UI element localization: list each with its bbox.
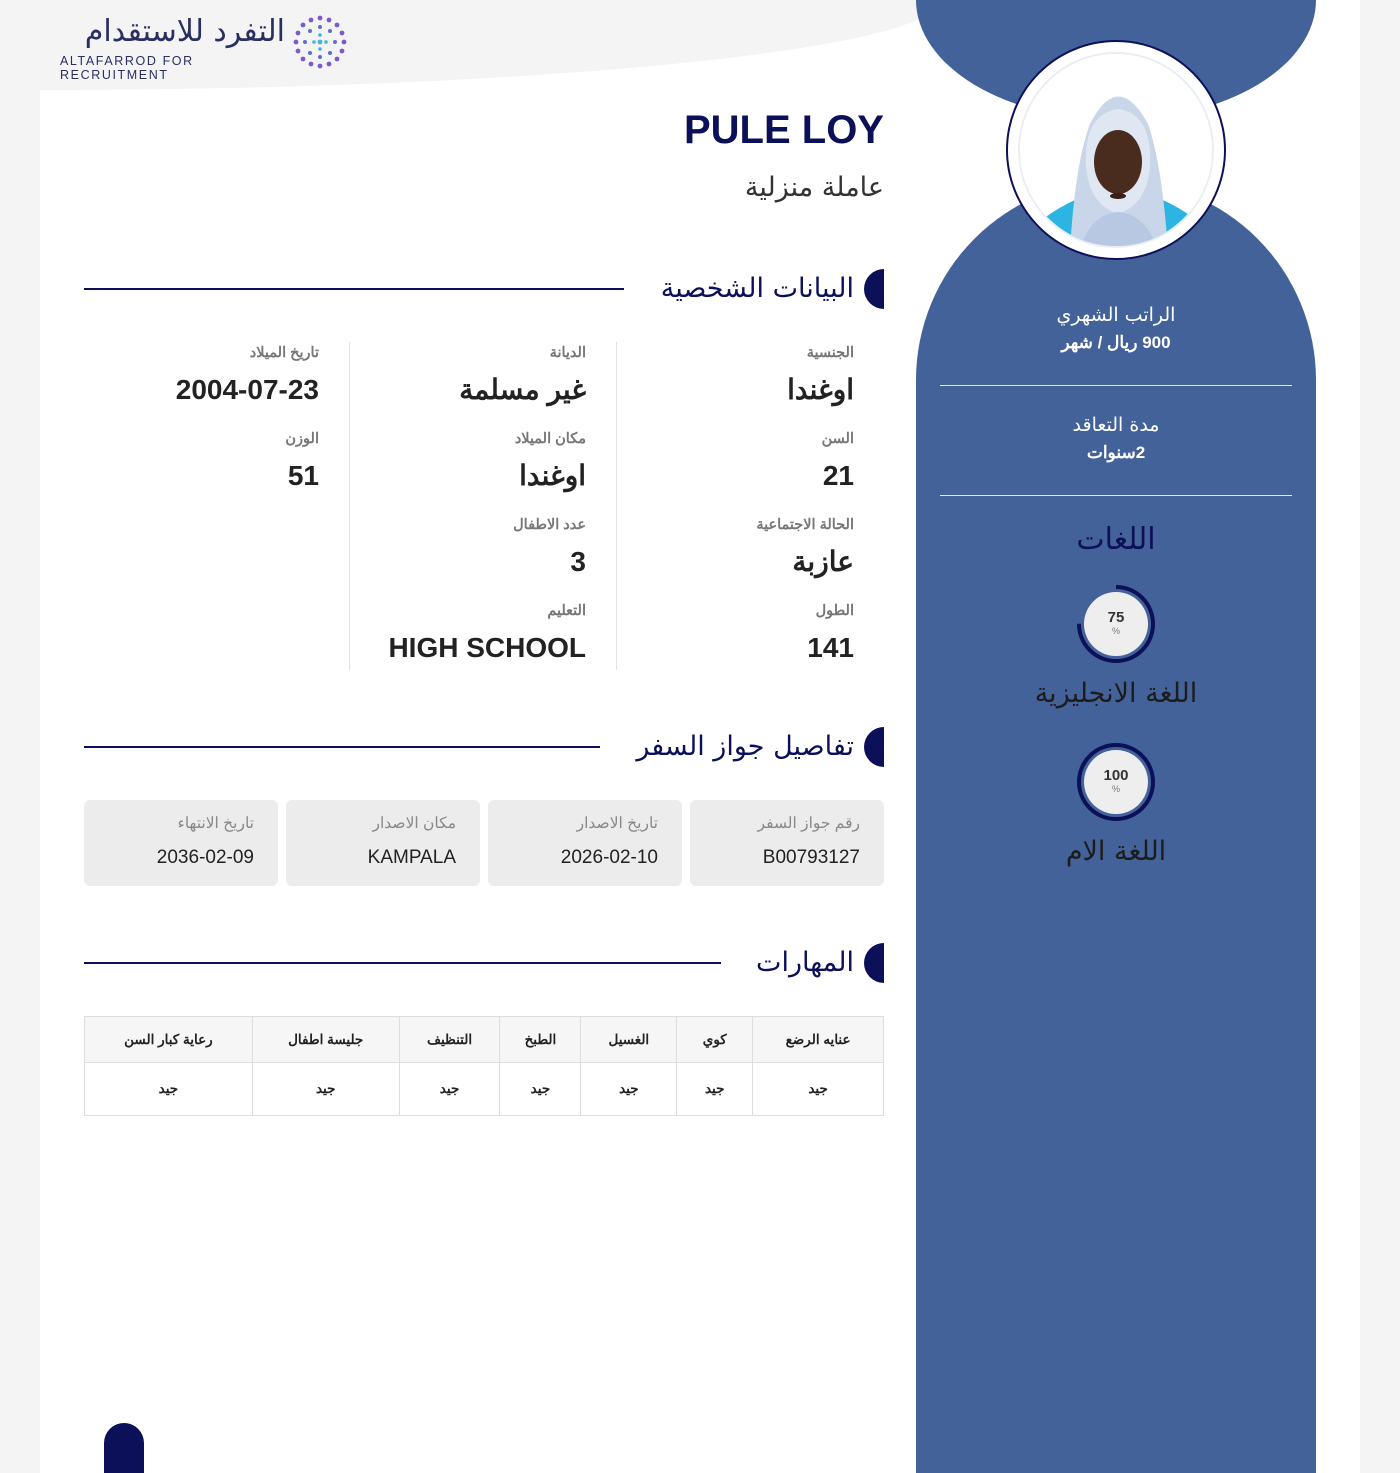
field-label: السن	[821, 431, 854, 447]
section-tab	[864, 269, 884, 309]
salary-value: 900 ريال / شهر	[1061, 333, 1171, 352]
field-value: اوغندا	[787, 374, 854, 405]
footer-tab	[104, 1423, 144, 1473]
card-value: KAMPALA	[367, 847, 456, 868]
personal-grid	[84, 342, 884, 670]
field-education	[350, 600, 586, 670]
table-cell: جيد	[500, 1063, 581, 1116]
field-religion	[350, 342, 586, 412]
table-header-cell: رعاية كبار السن	[85, 1017, 253, 1063]
section-title: البيانات الشخصية	[660, 273, 854, 304]
gauge-unit: %	[1111, 784, 1120, 794]
field-nationality	[618, 342, 854, 412]
table-cell: جيد	[581, 1063, 677, 1116]
table-cell: جيد	[677, 1063, 753, 1116]
logo-dots-icon	[292, 14, 348, 70]
field-value: 141	[807, 632, 854, 663]
field-age	[618, 428, 854, 498]
section-header-passport	[84, 727, 884, 767]
field-value: 51	[287, 460, 319, 491]
field-weight	[83, 428, 319, 498]
sidebar	[916, 0, 1316, 1473]
card-label: رقم جواز السفر	[757, 815, 860, 832]
passport-card	[84, 800, 278, 886]
field-label: الحالة الاجتماعية	[756, 517, 854, 533]
language-name: اللغة الانجليزية	[1034, 678, 1198, 709]
field-value: اوغندا	[519, 460, 586, 491]
section-tab	[864, 943, 884, 983]
field-label: التعليم	[547, 603, 586, 619]
table-header-cell: التنظيف	[399, 1017, 500, 1063]
field-value: غير مسلمة	[459, 374, 586, 405]
company-logo	[60, 14, 350, 82]
contract-label: مدة التعاقد	[1072, 414, 1160, 436]
field-label: مكان الميلاد	[514, 431, 586, 447]
field-label: الوزن	[285, 431, 319, 447]
sidebar-divider	[940, 495, 1292, 496]
personal-column	[618, 342, 884, 670]
card-value: 2036-02-09	[156, 847, 254, 868]
section-header-skills	[84, 943, 884, 983]
salary-block	[940, 300, 1292, 356]
gauge-percent: 100	[1103, 767, 1129, 784]
language-gauge	[1076, 742, 1156, 822]
field-value: HIGH SCHOOL	[388, 632, 586, 663]
field-value: عازبة	[792, 546, 854, 577]
gauge-center	[1084, 592, 1148, 656]
table-header-cell: كوي	[677, 1017, 753, 1063]
candidate-name: PULE LOY	[683, 108, 884, 152]
field-children	[350, 514, 586, 584]
contract-block	[940, 410, 1292, 466]
table-header-cell: جليسة اطفال	[252, 1017, 399, 1063]
field-marital-status	[618, 514, 854, 584]
field-birth-date	[83, 342, 319, 412]
sidebar-body	[916, 180, 1316, 1473]
card-label: مكان الاصدار	[372, 815, 456, 832]
gauge-percent: 75	[1107, 609, 1125, 626]
card-label: تاريخ الاصدار	[576, 815, 658, 832]
field-label: عدد الاطفال	[513, 517, 586, 533]
skills-table	[84, 1016, 884, 1116]
table-cell: جيد	[252, 1063, 399, 1116]
photo-frame	[1006, 40, 1226, 260]
salary-label: الراتب الشهري	[1056, 304, 1176, 326]
language-gauge	[1076, 584, 1156, 664]
passport-card	[286, 800, 480, 886]
candidate-photo	[1018, 52, 1214, 248]
language-name: اللغة الام	[1065, 836, 1167, 867]
table-header-cell: الغسيل	[581, 1017, 677, 1063]
section-line	[84, 962, 721, 964]
section-tab	[864, 727, 884, 767]
logo-english-text: ALTAFARROD FOR RECRUITMENT	[60, 54, 194, 82]
passport-card	[488, 800, 682, 886]
table-cell: جيد	[85, 1063, 253, 1116]
passport-card	[690, 800, 884, 886]
section-title: تفاصيل جواز السفر	[636, 731, 854, 762]
card-value: 2026-02-10	[560, 847, 658, 868]
card-value: B00793127	[762, 847, 860, 868]
field-birth-place	[350, 428, 586, 498]
table-header-cell: الطبخ	[500, 1017, 581, 1063]
section-title: المهارات	[756, 947, 854, 978]
candidate-portrait-image	[1020, 54, 1214, 248]
field-value: 2004-07-23	[175, 374, 319, 405]
table-header-cell: عنايه الرضع	[753, 1017, 884, 1063]
candidate-job: عاملة منزلية	[744, 172, 884, 203]
card-label: تاريخ الانتهاء	[177, 815, 254, 832]
passport-cards	[84, 800, 884, 886]
table-row	[85, 1063, 884, 1116]
field-label: الطول	[815, 603, 854, 619]
personal-column	[84, 342, 350, 670]
sidebar-divider	[940, 385, 1292, 386]
field-height	[618, 600, 854, 670]
table-cell: جيد	[753, 1063, 884, 1116]
contract-value: 2سنوات	[1086, 443, 1146, 462]
gauge-center	[1084, 750, 1148, 814]
field-value: 3	[570, 546, 586, 577]
personal-column	[351, 342, 617, 670]
table-header-row	[85, 1017, 884, 1063]
section-header-personal	[84, 269, 884, 309]
logo-arabic-text: التفرد للاستقدام	[84, 14, 285, 49]
field-label: تاريخ الميلاد	[249, 345, 319, 361]
field-value: 21	[822, 460, 854, 491]
table-cell: جيد	[399, 1063, 500, 1116]
field-label: الجنسية	[806, 345, 854, 361]
gauge-unit: %	[1111, 626, 1120, 636]
section-line	[84, 746, 600, 748]
languages-title: اللغات	[1076, 522, 1156, 557]
section-line	[84, 288, 624, 290]
field-label: الديانة	[549, 345, 586, 361]
